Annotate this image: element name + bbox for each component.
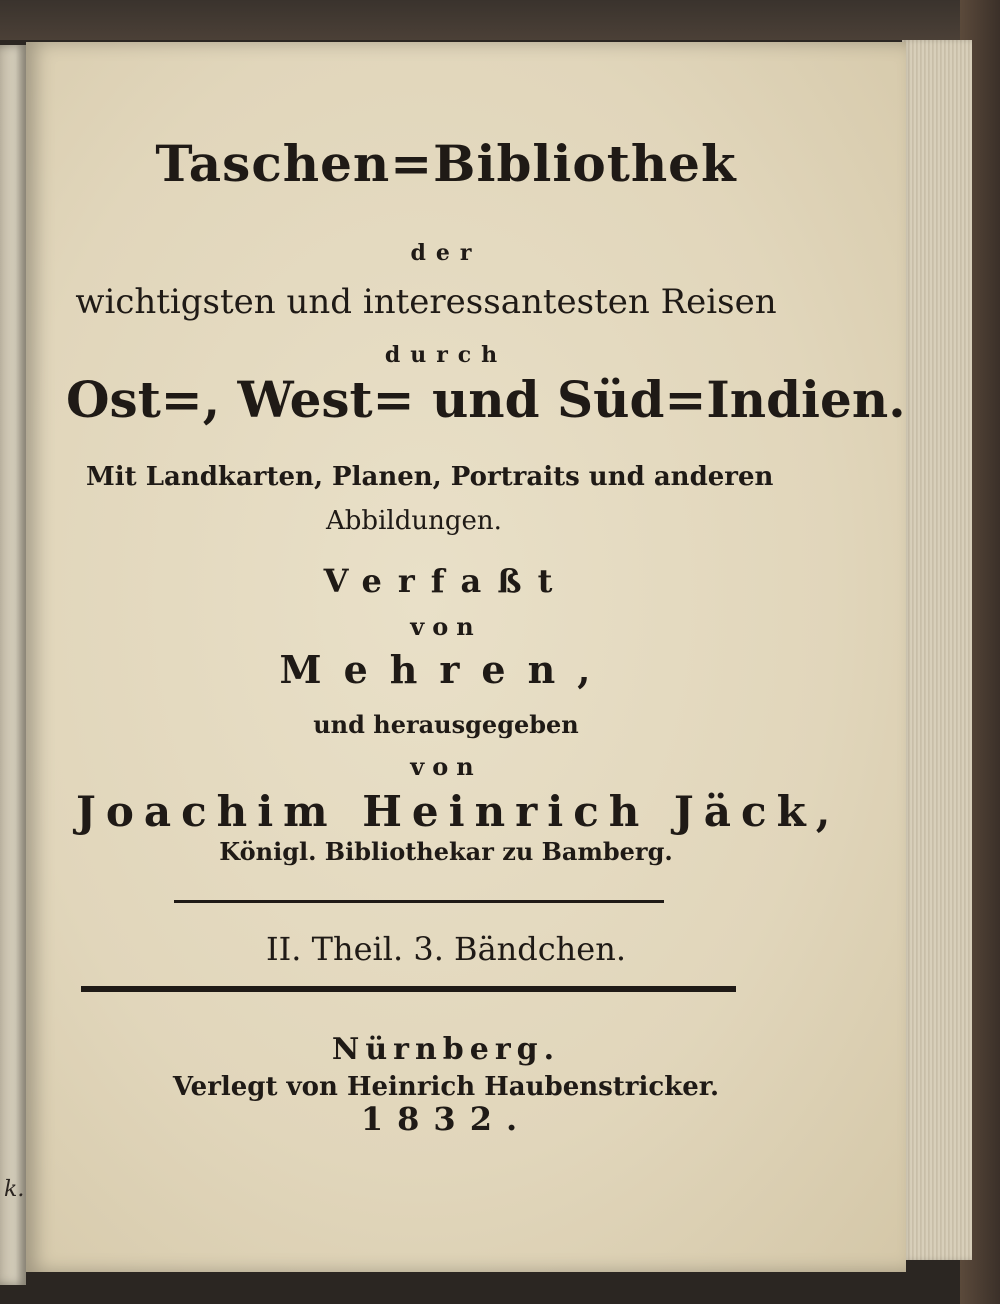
title-der: der xyxy=(410,240,482,266)
von-line-1: von xyxy=(410,612,482,641)
page-stack-edges xyxy=(902,40,972,1260)
with-maps-line: Mit Landkarten, Planen, Portraits und anderen xyxy=(86,462,774,492)
book-title: Taschen=Bibliothek xyxy=(155,134,737,193)
von-line-2: von xyxy=(410,752,482,781)
place-line: Nürnberg. xyxy=(331,1032,561,1067)
left-page-edge xyxy=(0,45,26,1285)
editor-name: Joachim Heinrich Jäck, xyxy=(76,787,841,836)
book-regions: Ost=, West= und Süd=Indien. xyxy=(66,370,906,429)
publisher-line: Verlegt von Heinrich Haubenstricker. xyxy=(172,1072,720,1102)
authors-line: Mehren, xyxy=(279,647,613,692)
verfasst-line: Verfaßt xyxy=(323,562,569,600)
year-line: 1832. xyxy=(360,1100,532,1138)
illustrations-line: Abbildungen. xyxy=(326,506,502,536)
editor-title: Königl. Bibliothekar zu Bamberg. xyxy=(219,837,673,866)
book-binding-top xyxy=(0,0,1000,40)
edited-line: und herausgegeben xyxy=(313,710,579,739)
left-page-margin-note: k. xyxy=(4,1177,25,1202)
thick-double-rule xyxy=(81,986,736,992)
book-subtitle: wichtigsten und interessantesten Reisen xyxy=(75,282,777,322)
volume-line: II. Theil. 3. Bändchen. xyxy=(266,930,626,968)
title-durch: durch xyxy=(384,342,508,368)
thin-rule xyxy=(174,900,664,903)
title-page xyxy=(26,42,906,1272)
